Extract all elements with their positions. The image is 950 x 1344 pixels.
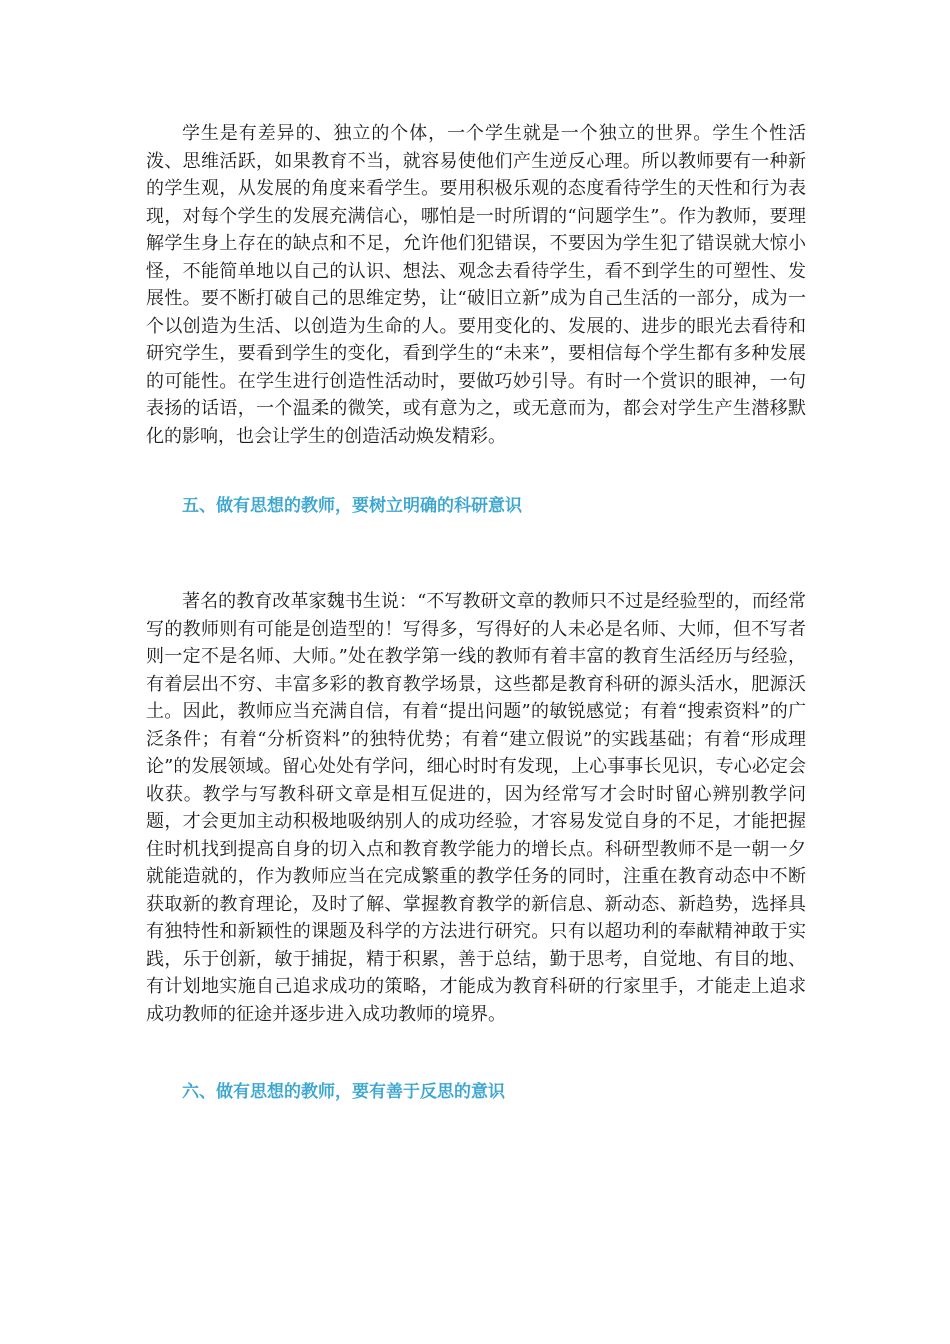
section-heading-5: 五、做有思想的教师，要树立明确的科研意识	[182, 496, 522, 516]
body-paragraph-2: 著名的教育改革家魏书生说：“不写教研文章的教师只不过是经验型的，而经常写的教师则有可能是创造型的！写得多，写得好的人未必是名师、大师，但不写者则一定不是名师、大师。”处在教学第一线的教师有着丰富的教育生活经历与经验，有着层出不穷、丰富多彩的教育教学场景，这些都是教育科研的源头活水，肥源沃土。因此，教师应当充满自信，有着“提出问题”的敏锐感觉；有着“搜索资料”的广泛条件；有着“分析资料”的独特优势；有着“建立假说”的实践基础；有着“形成理论”的发展领域。留心处处有学问，细心时时有发现，上心事事长见识，专心必定会收获。教学与写教科研文章是相互促进的，因为经常写才会时时留心辨别教学问题，才会更加主动积极地吸纳别人的成功经验，才容易发觉自身的不足，才能把握住时机找到提高自身的切入点和教育教学能力的增长点。科研型教师不是一朝一夕就能造就的，作为教师应当在完成繁重的教学任务的同时，注重在教育动态中不断获取新的教育理论，及时了解、掌握教育教学的新信息、新动态、新趋势，选择具有独特性和新颖性的课题及科学的方法进行研究。只有以超功利的奉献精神敢于实践，乐于创新，敏于捕捉，精于积累，善于总结，勤于思考，自觉地、有目的地、有计划地实施自己追求成功的策略，才能成为教育科研的行家里手，才能走上追求成功教师的征途并逐步进入成功教师的境界。	[146, 591, 806, 1025]
body-paragraph-1: 学生是有差异的、独立的个体，一个学生就是一个独立的世界。学生个性活泼、思维活跃，如果教育不当，就容易使他们产生逆反心理。所以教师要有一种新的学生观，从发展的角度来看学生。要用积极乐观的态度看待学生的天性和行为表现，对每个学生的发展充满信心，哪怕是一时所谓的“问题学生”。作为教师，要理解学生身上存在的缺点和不足，允许他们犯错误，不要因为学生犯了错误就大惊小怪，不能简单地以自己的认识、想法、观念去看待学生，看不到学生的可塑性、发展性。要不断打破自己的思维定势，让“破旧立新”成为自己生活的一部分，成为一个以创造为生活、以创造为生命的人。要用变化的、发展的、进步的眼光去看待和研究学生，要看到学生的变化，看到学生的“未来”，要相信每个学生都有多种发展的可能性。在学生进行创造性活动时，要做巧妙引导。有时一个赏识的眼神，一句表扬的话语，一个温柔的微笑，或有意为之，或无意而为，都会对学生产生潜移默化的影响，也会让学生的创造活动焕发精彩。	[146, 123, 806, 447]
section-heading-6: 六、做有思想的教师，要有善于反思的意识	[182, 1082, 505, 1102]
